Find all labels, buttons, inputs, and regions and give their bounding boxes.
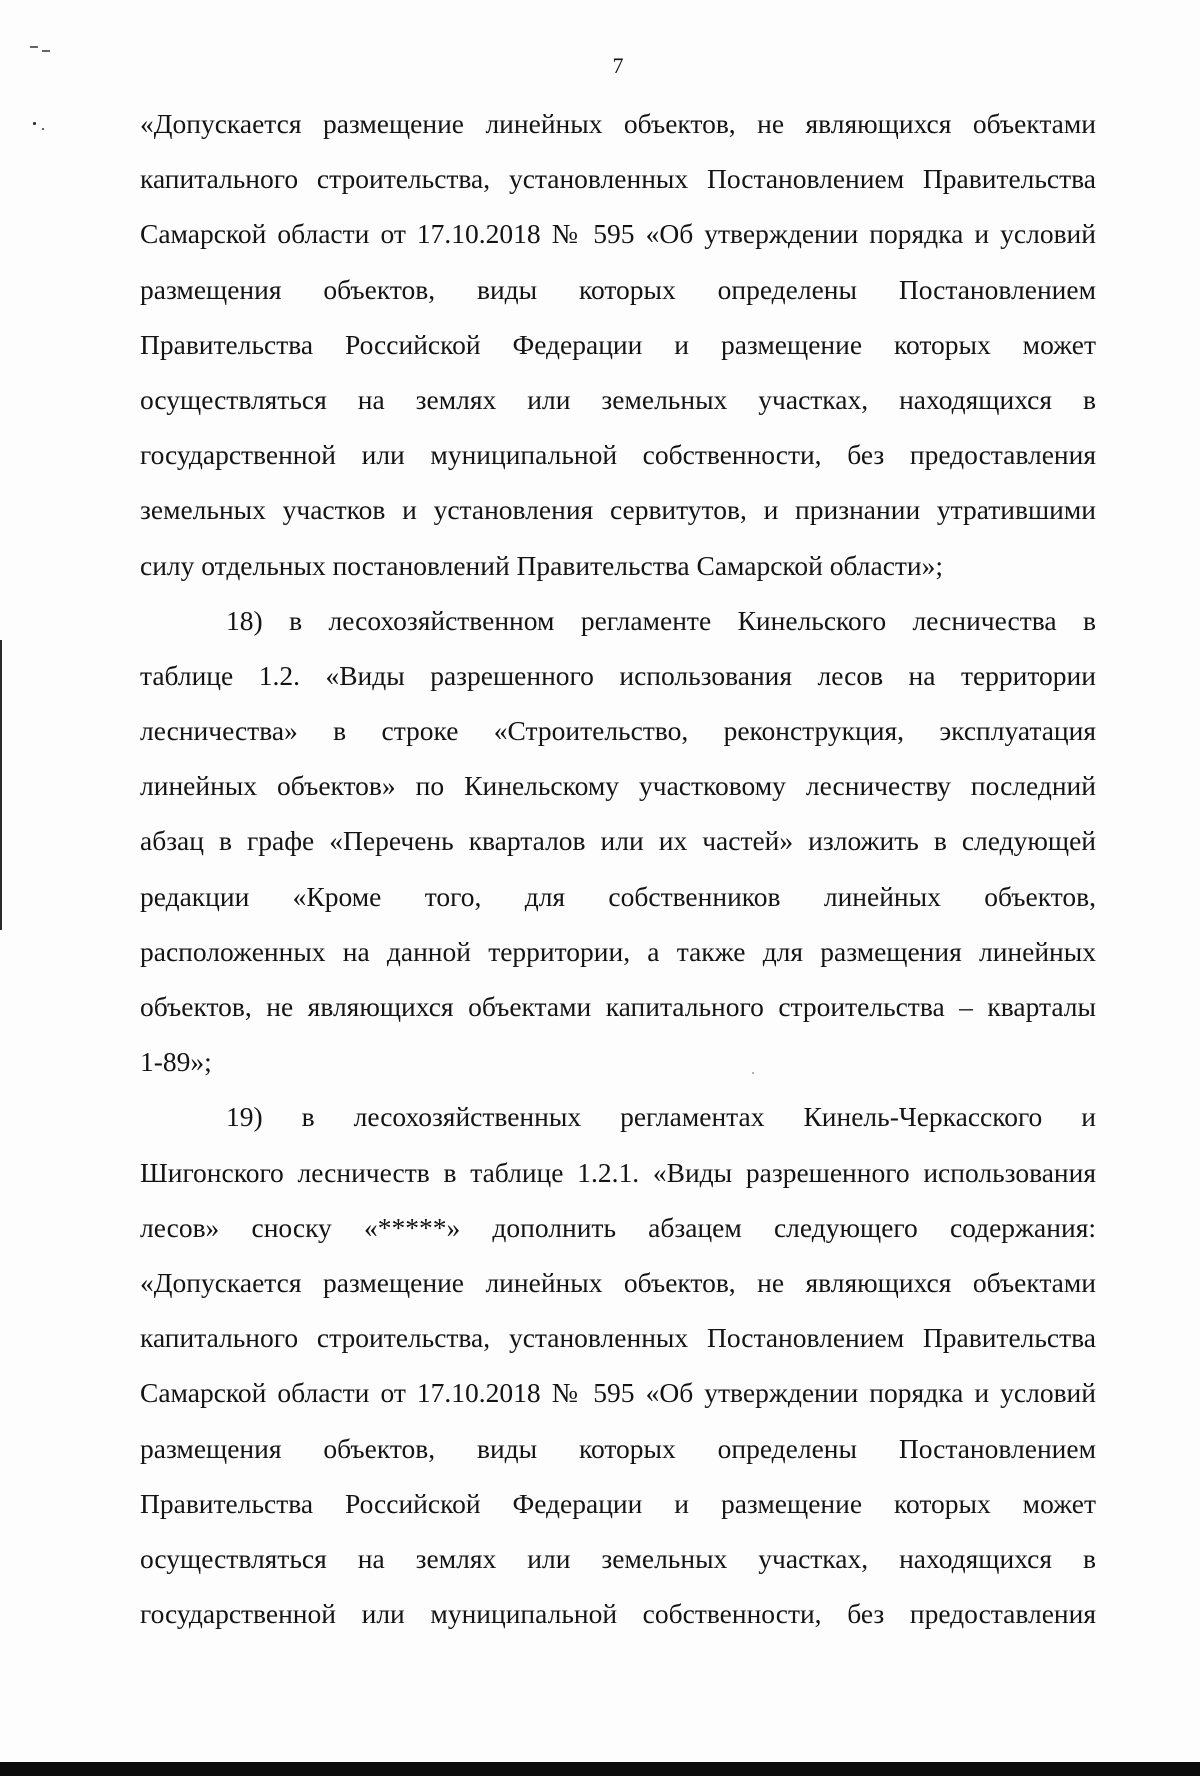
text-line: размещения объектов, виды которых определены Постановлением — [140, 273, 1096, 305]
text-line: линейных объектов» по Кинельскому участковому лесничеству последний — [140, 770, 1096, 802]
scan-dot — [33, 122, 36, 125]
text-line: лесов» сноску «*****» дополнить абзацем следующего содержания: — [140, 1211, 1096, 1243]
text-line: расположенных на данной территории, а также для размещения линейных — [140, 935, 1096, 967]
text-line: таблице 1.2. «Виды разрешенного использования лесов на территории — [140, 659, 1096, 691]
text-line: Самарской области от 17.10.2018 № 595 «Об утверждении порядка и условий — [140, 1377, 1096, 1409]
text-line: «Допускается размещение линейных объектов, не являющихся объектами — [140, 1266, 1096, 1298]
text-line: осуществляться на землях или земельных участках, находящихся в — [140, 383, 1096, 415]
document-body — [140, 96, 1096, 1641]
text-line: капитального строительства, установленных Постановлением Правительства — [140, 163, 1096, 195]
text-line: 1-89»; — [140, 1046, 212, 1078]
text-line: «Допускается размещение линейных объектов, не являющихся объектами — [140, 108, 1096, 139]
text-line: осуществляться на землях или земельных участках, находящихся в — [140, 1542, 1096, 1574]
text-line: капитального строительства, установленных Постановлением Правительства — [140, 1322, 1096, 1354]
text-line: государственной или муниципальной собственности, без предоставления — [140, 1598, 1096, 1630]
scan-dot — [42, 128, 44, 130]
text-line: государственной или муниципальной собственности, без предоставления — [140, 439, 1096, 471]
text-line: Правительства Российской Федерации и размещение которых может — [140, 1487, 1096, 1519]
paragraph-first-line: 19) в лесохозяйственных регламентах Кинель-Черкасского и — [226, 1101, 1096, 1133]
paragraph-first-line: 18) в лесохозяйственном регламенте Кинельского лесничества в — [226, 604, 1096, 636]
text-line: абзац в графе «Перечень кварталов или их частей» изложить в следующей — [140, 825, 1096, 857]
text-line: объектов, не являющихся объектами капитального строительства – кварталы — [140, 991, 1096, 1022]
text-line: редакции «Кроме того, для собственников линейных объектов, — [140, 880, 1096, 912]
text-line: Правительства Российской Федерации и размещение которых может — [140, 328, 1096, 360]
text-line: силу отдельных постановлений Правительства Самарской области»; — [140, 549, 944, 581]
text-line: размещения объектов, виды которых определены Постановлением — [140, 1432, 1096, 1464]
text-line: Шигонского лесничеств в таблице 1.2.1. «Виды разрешенного использования — [140, 1156, 1096, 1188]
scan-bottom-border — [0, 1762, 1200, 1776]
text-line: земельных участков и установления сервитутов, и признании утратившими — [140, 494, 1096, 526]
scan-edge-line — [0, 640, 2, 930]
text-line: лесничества» в строке «Строительство, реконструкция, эксплуатация — [140, 715, 1096, 747]
page-number: 7 — [612, 53, 624, 78]
text-line: Самарской области от 17.10.2018 № 595 «Об утверждении порядка и условий — [140, 218, 1096, 250]
